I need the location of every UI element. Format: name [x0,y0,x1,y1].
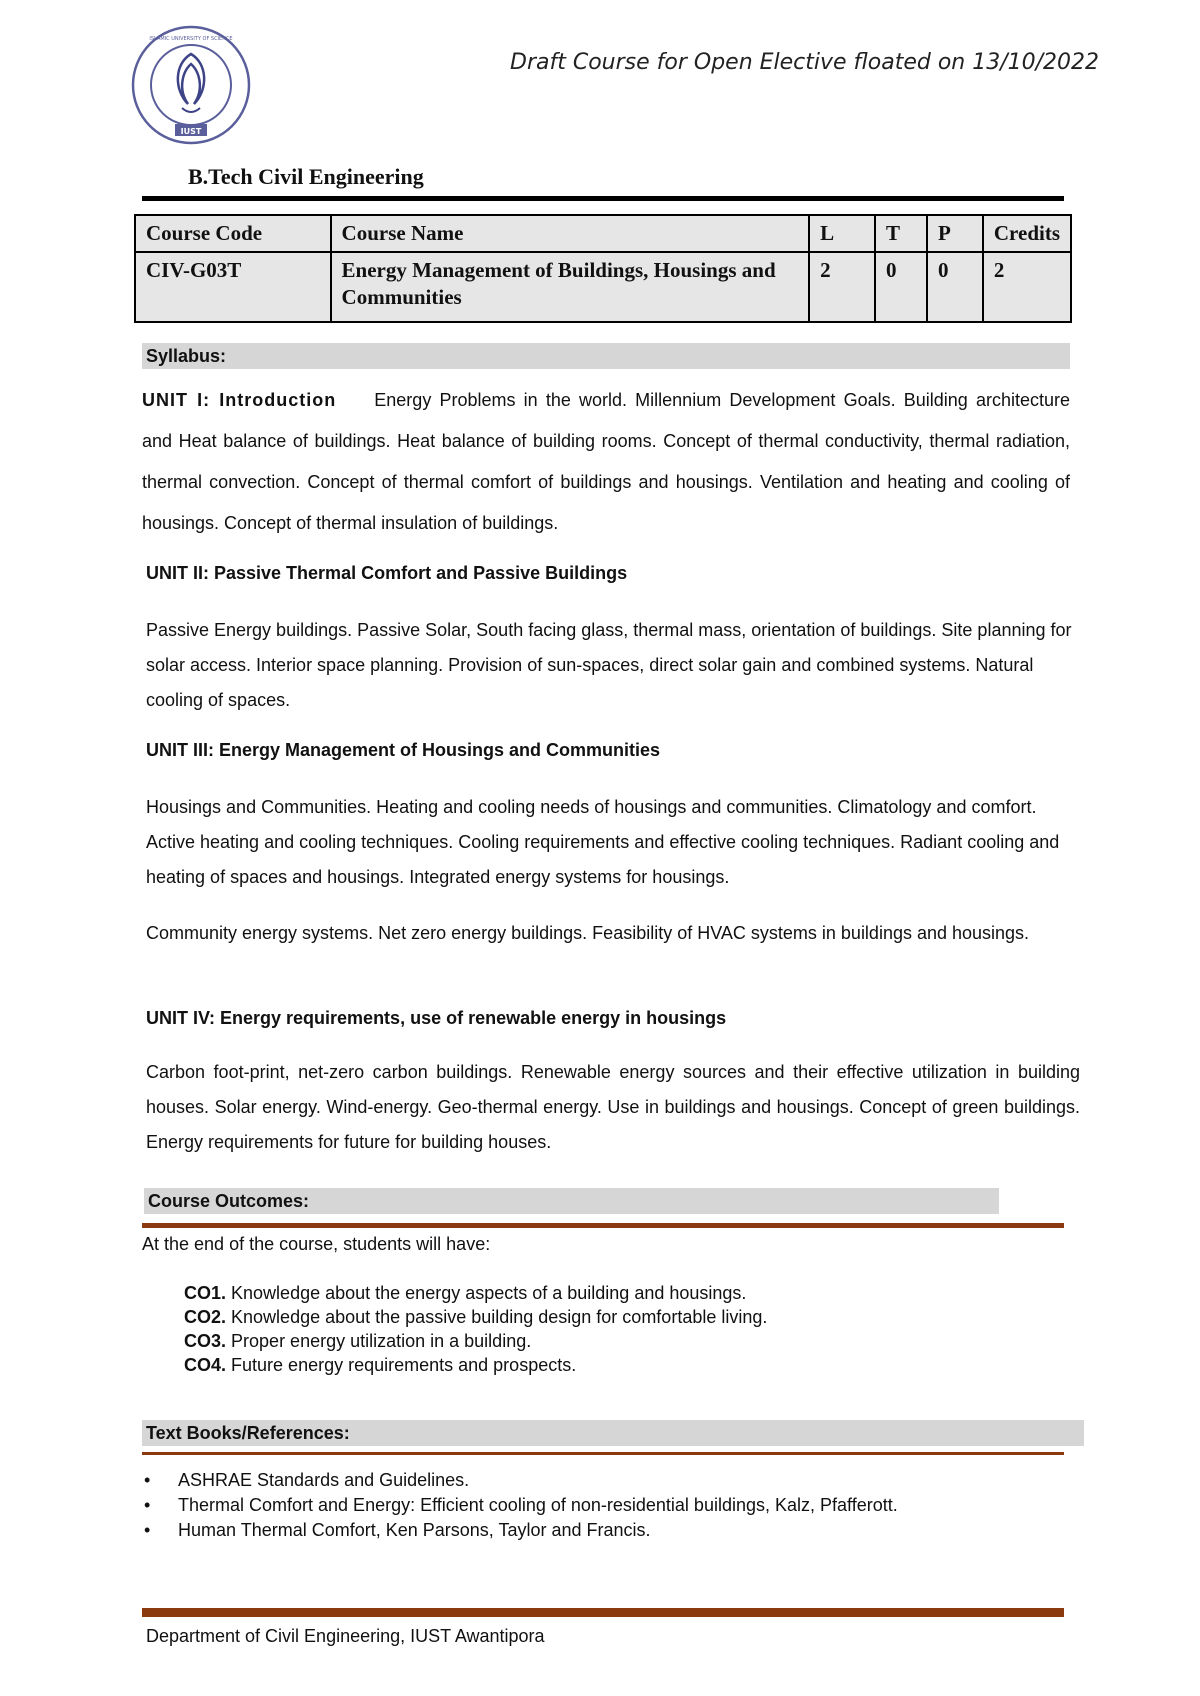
unit4-text: Carbon foot-print, net-zero carbon buildings. Renewable energy sources and their effective utilization in building houses. Solar energy. Wind-energy. Geo-thermal energy. Use in buildings and housings. Concept of green buildings. Energy requirements for future for building houses. [146,1062,1080,1152]
unit4-heading: UNIT IV: Energy requirements, use of renewable energy in housings [146,1008,727,1028]
header-t: T [875,215,927,252]
outcomes-intro: At the end of the course, students will have: [142,1234,491,1254]
list-item [184,1281,767,1305]
list-item [184,1353,767,1377]
list-item: • Human Thermal Comfort, Ken Parsons, Taylor and Francis. [142,1518,898,1543]
cell-course-code: CIV-G03T [135,252,331,322]
outcome-text: Proper energy utilization in a building. [231,1331,532,1351]
header-l: L [809,215,875,252]
svg-text:IUST: IUST [180,127,202,136]
unit2-heading: UNIT II: Passive Thermal Comfort and Passive Buildings [146,563,628,583]
programme-title: B.Tech Civil Engineering [188,164,424,189]
unit3-heading: UNIT III: Energy Management of Housings and Communities [146,740,661,760]
syllabus-heading: Syllabus: [142,343,1070,369]
list-item [184,1305,767,1329]
references-heading: Text Books/References: [142,1420,1084,1446]
footer-text: Department of Civil Engineering, IUST Awantipora [146,1626,545,1646]
outcome-text: Knowledge about the passive building design for comfortable living. [231,1307,768,1327]
unit1-text: Energy Problems in the world. Millennium Development Goals. Building architecture and Heat balance of buildings. Heat balance of building rooms. Concept of thermal conductivity, thermal radiation, thermal convection. Concept of thermal comfort of buildings and housings. Ventilation and heating and cooling of housings. Concept of thermal insulation of buildings. [142,390,1070,533]
header-course-name: Course Name [331,215,810,252]
outcome-code: CO2. [184,1307,227,1327]
course-outcomes-heading: Course Outcomes: [144,1188,999,1214]
header-course-code: Course Code [135,215,331,252]
outcome-code: CO1. [184,1283,227,1303]
unit3-text-1: Housings and Communities. Heating and cooling needs of housings and communities. Climatology and comfort. Active heating and cooling techniques. Cooling requirements and effective cooling techniques. Radiant cooling and heating of spaces and housings. Integrated energy systems for housings. [146,797,1060,887]
outcome-text: Future energy requirements and prospects. [231,1355,577,1375]
references-divider [142,1452,1064,1455]
outcomes-list [184,1281,767,1377]
cell-p: 0 [927,252,983,322]
list-item: • Thermal Comfort and Energy: Efficient cooling of non-residential buildings, Kalz, Pfafferott. [142,1493,898,1518]
list-item [184,1329,767,1353]
cell-course-name: Energy Management of Buildings, Housings and Communities [331,252,810,322]
outcome-code: CO3. [184,1331,227,1351]
svg-text:ISLAMIC UNIVERSITY OF SCIENCE: ISLAMIC UNIVERSITY OF SCIENCE [149,36,233,42]
table-header-row [135,215,1071,252]
outcome-text: Knowledge about the energy aspects of a building and housings. [231,1283,747,1303]
header-credits: Credits [983,215,1071,252]
footer-divider [142,1608,1064,1617]
draft-note: Draft Course for Open Elective floated on 13/10/2022 [510,50,1100,75]
cell-l: 2 [809,252,875,322]
list-item: • ASHRAE Standards and Guidelines. [142,1468,898,1493]
unit3-text-2: Community energy systems. Net zero energy buildings. Feasibility of HVAC systems in buildings and housings. [146,923,1030,943]
header-p: P [927,215,983,252]
table-row [135,252,1071,322]
unit1-label: UNIT I: Introduction [142,390,337,410]
cell-credits: 2 [983,252,1071,322]
cell-t: 0 [875,252,927,322]
course-table [134,214,1072,323]
university-logo [130,24,252,146]
unit1-block [142,380,1070,544]
unit2-text: Passive Energy buildings. Passive Solar, South facing glass, thermal mass, orientation of buildings. Site planning for solar access. Interior space planning. Provision of sun-spaces, direct solar gain and combined systems. Natural cooling of spaces. [146,620,1072,710]
header-divider [142,196,1064,201]
outcomes-divider [142,1223,1064,1228]
outcome-code: CO4. [184,1355,227,1375]
references-list [142,1468,898,1543]
